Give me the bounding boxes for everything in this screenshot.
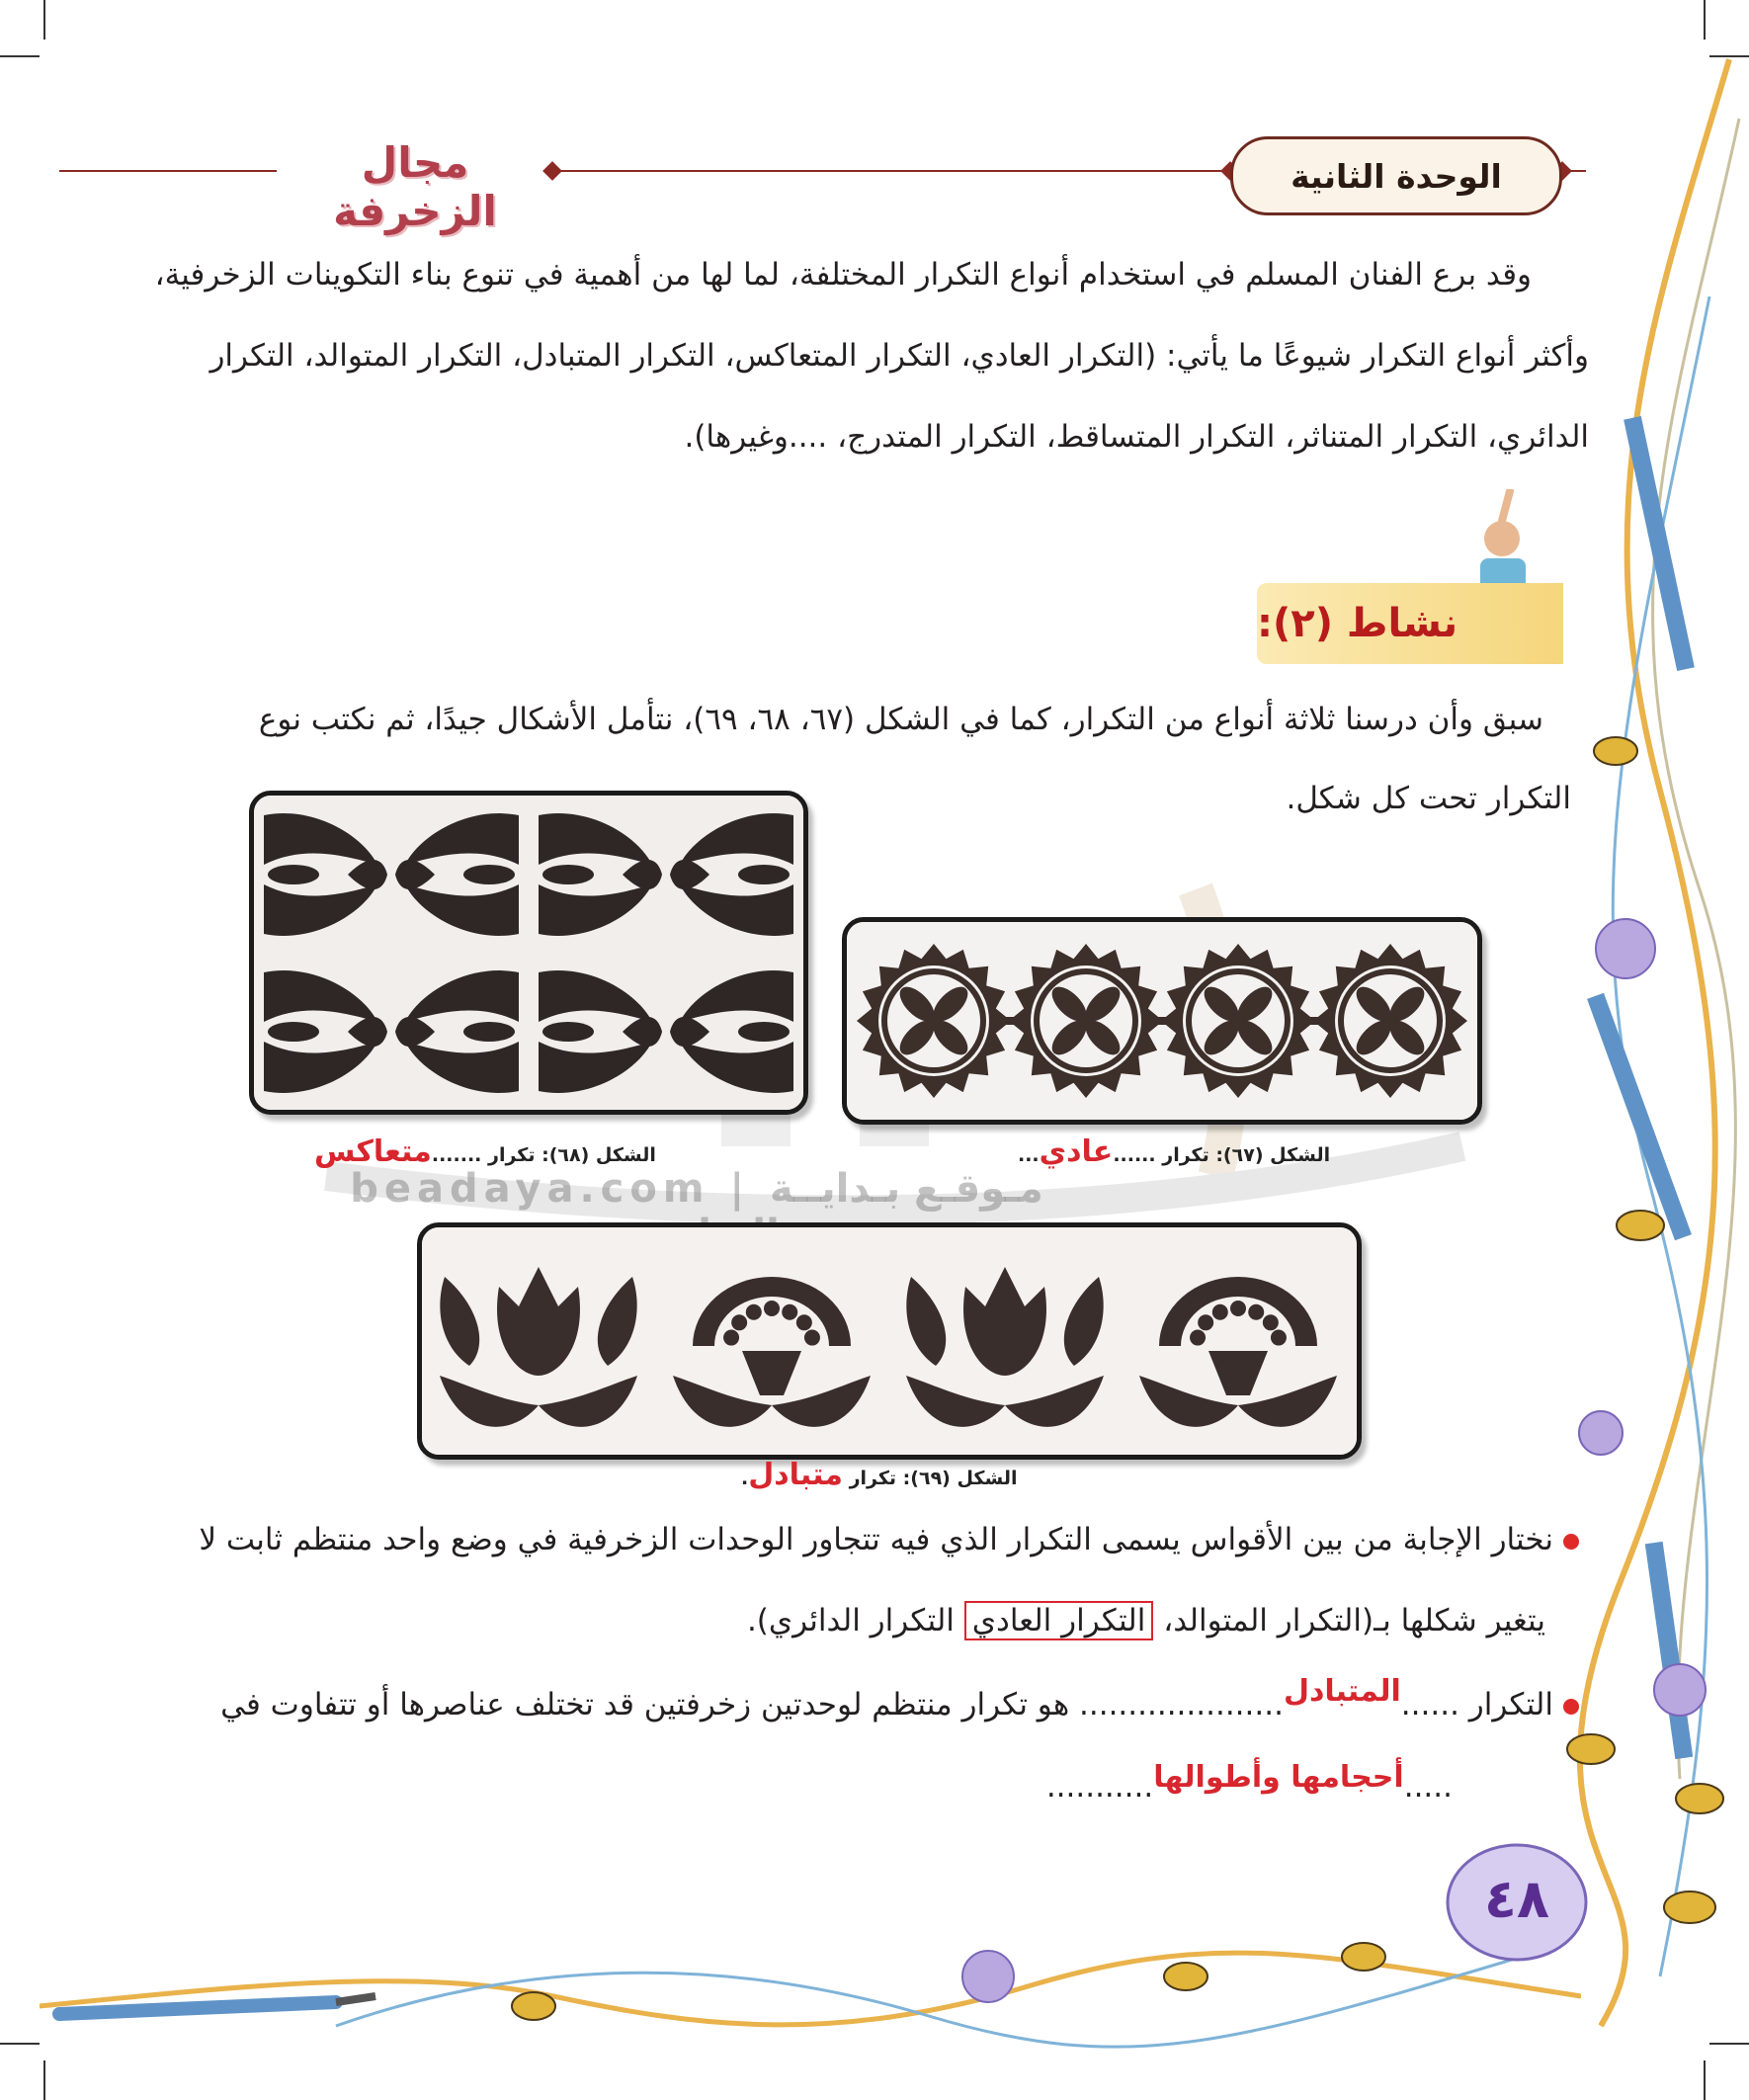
figure-67-answer: عادي	[1039, 1134, 1114, 1169]
unit-title: الوحدة الثانية	[1291, 156, 1502, 196]
question-2-middle: ..................... هو تكرار منتظم لوحدتين زخرفتين قد تختلف عناصرها أو تتفاوت في	[220, 1687, 1284, 1722]
figure-67-frame	[842, 917, 1482, 1125]
domain-title: مجال الزخرفة	[333, 138, 497, 235]
bullet-icon	[1563, 1699, 1579, 1715]
gear-medallion	[857, 944, 1011, 1098]
figure-69-dots-after: .	[741, 1468, 749, 1489]
activity-label: نشاط (٢):	[1257, 601, 1458, 646]
decorative-border-right	[1541, 0, 1749, 2100]
figure-67-caption-text: الشكل (٦٧): تكرار	[1162, 1144, 1331, 1166]
header-rule-left	[59, 170, 277, 172]
figure-67-dots: ......	[1113, 1144, 1156, 1166]
figure-69-pattern	[422, 1227, 1357, 1455]
question-1-line-2	[747, 1601, 1545, 1640]
instruction-line-2: التكرار تحت كل شكل.	[1286, 781, 1571, 816]
question-1-selected-answer: التكرار العادي	[964, 1601, 1154, 1640]
figure-68-dots: .......	[431, 1144, 482, 1166]
page-number: ٤٨	[1484, 1868, 1549, 1930]
figure-68-pattern	[254, 796, 803, 1110]
question-1-line-1	[199, 1520, 1579, 1559]
figure-69-caption-text: الشكل (٦٩): تكرار	[849, 1468, 1018, 1489]
unit-title-frame	[1230, 136, 1562, 215]
figure-69-answer: متبادل	[748, 1458, 843, 1492]
activity-badge	[1257, 583, 1563, 664]
intro-line-2: وأكثر أنواع التكرار شيوعًا ما يأتي: (التكرار العادي، التكرار المتعاكس، التكرار المتبادل، التكرار المتوالد، التكرار	[209, 338, 1589, 374]
figure-68-caption-text: الشكل (٦٨): تكرار	[488, 1144, 656, 1166]
instruction-line-1: سبق وأن درسنا ثلاثة أنواع من التكرار، كما في الشكل (٦٧، ٦٨، ٦٩)، نتأمل الأشكال جيدًا، ثم نكتب نوع	[258, 702, 1543, 737]
crop-mark	[0, 55, 40, 57]
figure-68-caption	[314, 1134, 656, 1169]
question-2-dots-after: ...........	[1045, 1769, 1154, 1805]
figure-67-caption	[1018, 1134, 1330, 1169]
crop-mark	[0, 2043, 40, 2045]
figure-67-pattern	[847, 922, 1477, 1120]
question-1-text: نختار الإجابة من بين الأقواس يسمى التكرار الذي فيه تتجاور الوحدات الزخرفية في وضع واحد منتظم ثابت لا	[199, 1522, 1553, 1557]
question-2-start: التكرار ......	[1400, 1687, 1553, 1722]
question-2-answer-1: المتبادل	[1283, 1674, 1401, 1709]
intro-line-3: الدائري، التكرار المتناثر، التكرار المتساقط، التكرار المتدرج، ....وغيرها).	[684, 419, 1589, 455]
gear-medallion	[1161, 944, 1315, 1098]
gear-medallion	[1009, 944, 1163, 1098]
decorative-border-bottom	[40, 1897, 1581, 2065]
gear-medallion	[1313, 944, 1467, 1098]
crop-mark	[43, 0, 45, 40]
figure-68-frame	[249, 791, 808, 1115]
question-1-options-end: التكرار الدائري).	[746, 1603, 964, 1638]
bullet-icon	[1563, 1534, 1579, 1550]
figure-68-answer: متعاكس	[314, 1134, 432, 1169]
intro-line-1: وقد برع الفنان المسلم في استخدام أنواع التكرار المختلفة، لما لها من أهمية في تنوع بناء التكوينات الزخرفية،	[154, 257, 1532, 293]
watermark-text: beadaya.com | مـوقـع بـدايــة	[350, 1166, 1043, 1212]
header-rule-middle	[553, 170, 1225, 172]
question-1-options-start: يتغير شكلها بـ(التكرار المتوالد،	[1153, 1603, 1545, 1638]
figure-69-frame	[417, 1222, 1362, 1460]
question-2-line-2	[1045, 1760, 1453, 1807]
question-2-dots-before: .....	[1403, 1769, 1453, 1805]
crop-mark	[43, 2060, 45, 2100]
question-2-line-1	[220, 1674, 1579, 1725]
figure-67-dots-after: ...	[1018, 1144, 1040, 1166]
question-2-answer-2: أحجامها وأطوالها	[1153, 1760, 1404, 1795]
figure-69-caption	[741, 1458, 1017, 1492]
